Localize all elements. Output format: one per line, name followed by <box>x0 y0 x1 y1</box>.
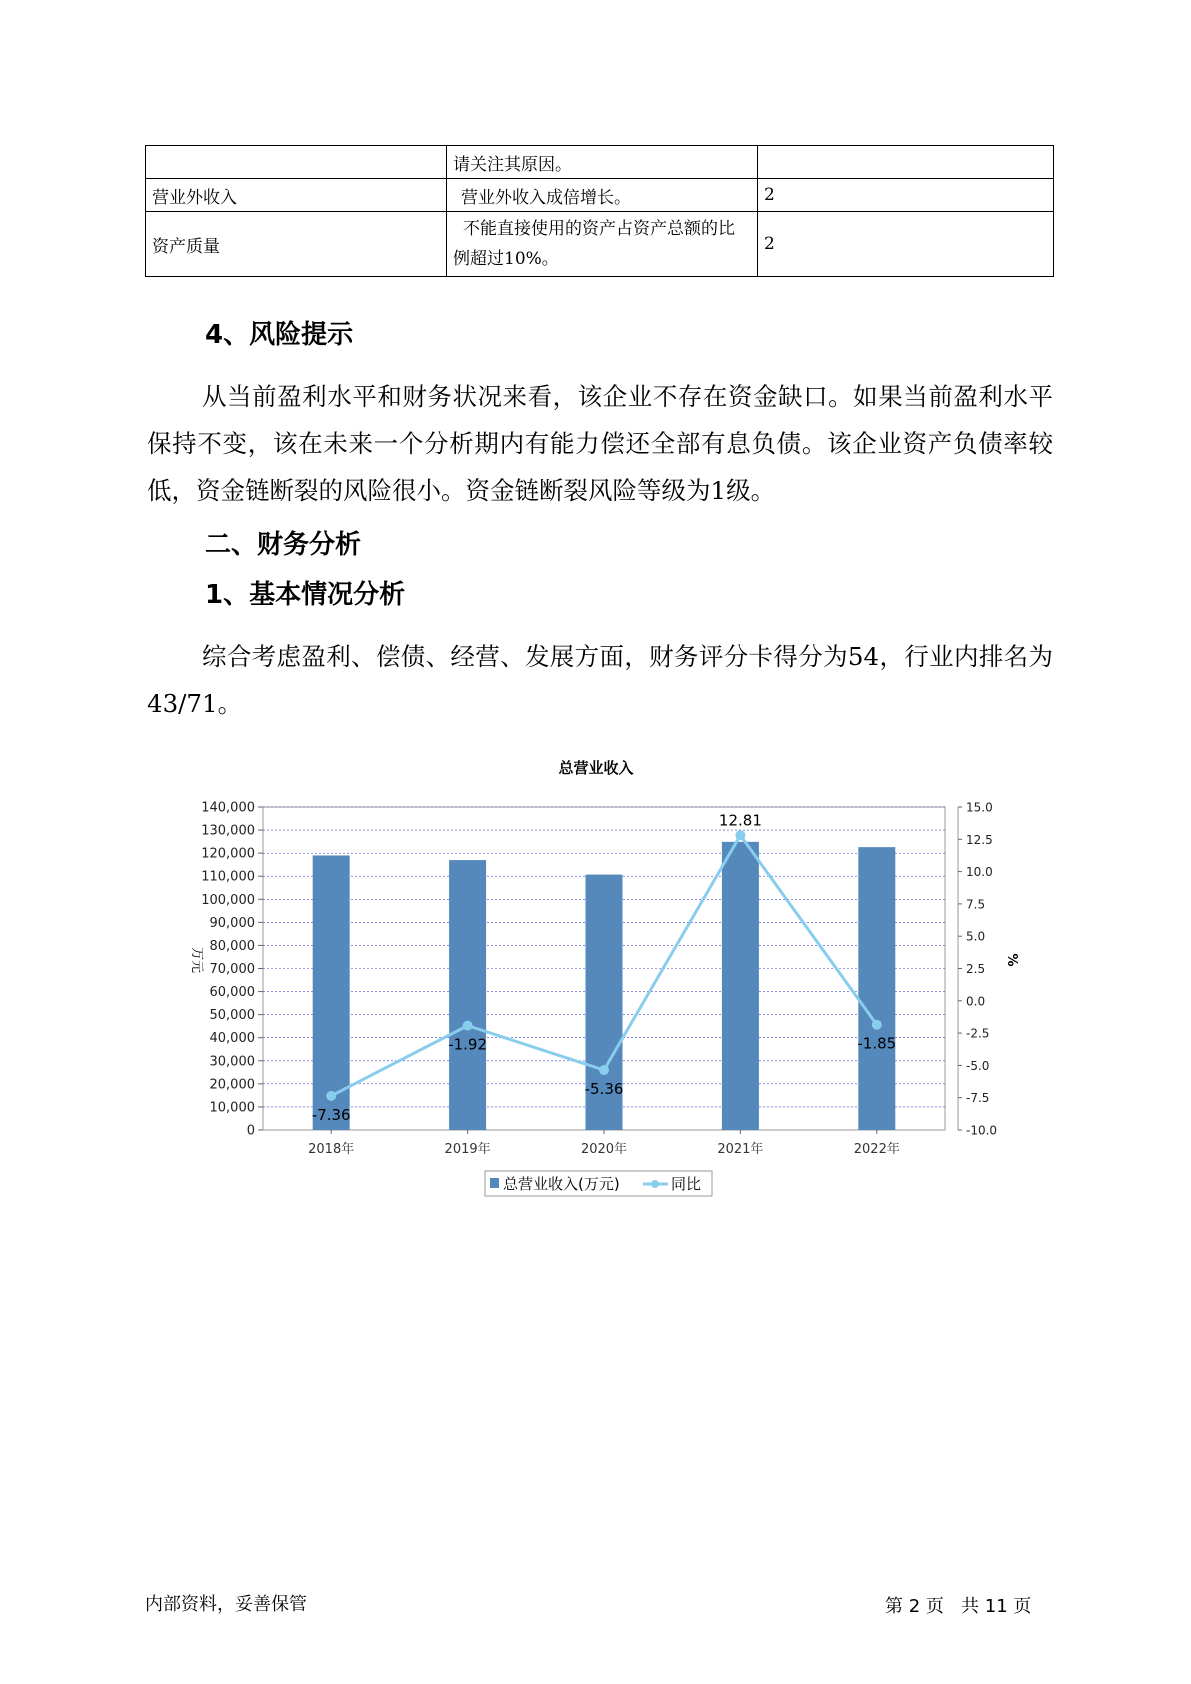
table-cell-item: 资产质量 <box>146 212 447 277</box>
y-right-tick-label: -10.0 <box>966 1123 998 1138</box>
y-left-tick-label: 90,000 <box>209 915 255 931</box>
legend-bar-label: 总营业收入(万元) <box>503 1175 620 1193</box>
y-left-tick-label: 10,000 <box>209 1100 255 1116</box>
y-axis-left-label: 万元 <box>189 946 204 974</box>
table-cell-desc: 营业外收入成倍增长。 <box>447 179 758 212</box>
y-right-tick-label: 5.0 <box>966 929 986 944</box>
y-left-tick-label: 100,000 <box>201 892 255 908</box>
yoy-data-label: 12.81 <box>718 811 762 830</box>
table-cell-item: 营业外收入 <box>146 179 447 212</box>
y-right-tick-label: 0.0 <box>966 994 986 1009</box>
x-tick-label: 2019年 <box>444 1142 491 1157</box>
table-cell-score: 2 <box>758 179 1054 212</box>
legend-line-marker <box>651 1180 659 1188</box>
y-right-tick-label: 12.5 <box>966 832 993 847</box>
yoy-data-label: -1.92 <box>448 1035 488 1054</box>
y-left-tick-label: 30,000 <box>209 1054 255 1070</box>
legend-line-label: 同比 <box>671 1175 702 1193</box>
y-left-tick-label: 80,000 <box>209 938 255 954</box>
chart-title: 总营业收入 <box>558 759 634 777</box>
y-right-tick-label: 7.5 <box>966 897 986 912</box>
y-right-tick-label: 2.5 <box>966 962 986 976</box>
x-tick-label: 2022年 <box>853 1142 900 1157</box>
section-heading-basic: 1、基本情况分析 <box>205 580 406 610</box>
x-tick-label: 2018年 <box>308 1142 355 1157</box>
bar <box>722 842 759 1130</box>
table-cell-desc: 不能直接使用的资产占资产总额的比例超过10%。 <box>447 212 758 277</box>
y-left-tick-label: 40,000 <box>209 1031 255 1047</box>
y-axis-right-label: % <box>1004 953 1019 967</box>
table-cell-desc: 请关注其原因。 <box>447 146 758 179</box>
paragraph-basic: 综合考虑盈利、偿债、经营、发展方面，财务评分卡得分为54，行业内排名为43/71。 <box>147 642 1053 718</box>
legend-bar-swatch <box>490 1178 499 1188</box>
table-cell-score: 2 <box>758 212 1054 277</box>
paragraph-risk: 从当前盈利水平和财务状况来看，该企业不存在资金缺口。如果当前盈利水平保持不变，该在未来一个分析期内有能力偿还全部有息负债。该企业资产负债率较低，资金链断裂的风险很小。资金链断裂风险等级为1级。 <box>147 382 1053 505</box>
y-left-tick-label: 70,000 <box>209 962 255 977</box>
y-right-tick-label: 15.0 <box>966 800 993 815</box>
yoy-data-label: -5.36 <box>584 1080 624 1099</box>
x-tick-label: 2021年 <box>717 1142 764 1157</box>
y-left-tick-label: 110,000 <box>201 869 255 885</box>
y-right-tick-label: -7.5 <box>966 1091 990 1106</box>
yoy-data-label: -7.36 <box>311 1105 351 1124</box>
yoy-data-label: -1.85 <box>857 1034 897 1053</box>
y-left-tick-label: 60,000 <box>209 985 255 1001</box>
y-left-tick-label: 20,000 <box>209 1077 255 1093</box>
footer-page-number: 第 2 页 共 11 页 <box>885 1596 1032 1617</box>
x-tick-label: 2020年 <box>580 1142 628 1157</box>
yoy-point <box>872 1020 882 1030</box>
y-left-tick-label: 140,000 <box>201 800 255 816</box>
y-right-tick-label: -5.0 <box>966 1058 990 1073</box>
y-right-tick-label: -2.5 <box>966 1026 990 1041</box>
yoy-point <box>735 830 745 840</box>
y-left-tick-label: 0 <box>246 1123 255 1139</box>
section-heading-finance: 二、财务分析 <box>205 530 362 560</box>
footer-left: 内部资料，妥善保管 <box>145 1594 307 1615</box>
yoy-point <box>326 1091 336 1101</box>
section-heading-risk: 4、风险提示 <box>205 320 354 350</box>
yoy-point <box>463 1021 473 1031</box>
y-left-tick-label: 50,000 <box>209 1008 255 1024</box>
y-left-tick-label: 130,000 <box>201 823 255 839</box>
bar <box>858 847 895 1130</box>
y-left-tick-label: 120,000 <box>201 846 255 862</box>
y-right-tick-label: 10.0 <box>966 865 993 880</box>
yoy-point <box>599 1065 609 1075</box>
chart-legend <box>485 1171 712 1196</box>
bar <box>449 860 486 1130</box>
